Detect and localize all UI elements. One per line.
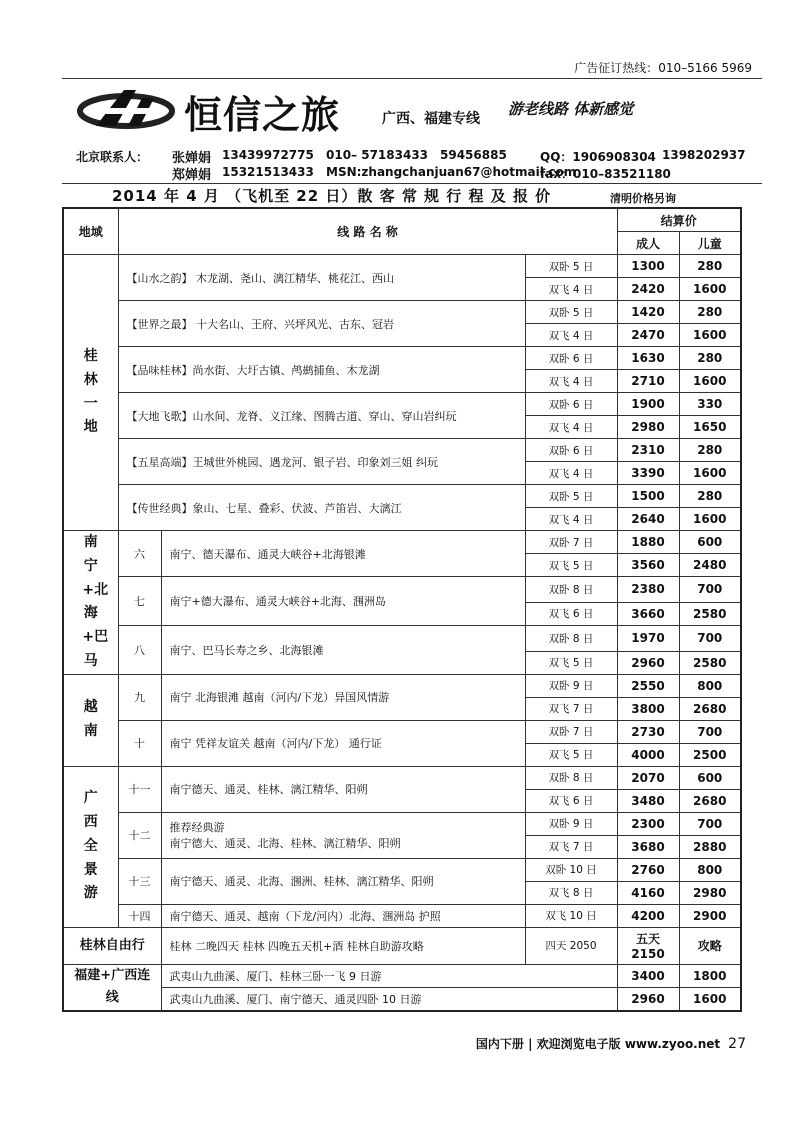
travel-mode: 双卧 9 日 [525, 812, 617, 835]
adult-price: 3660 [617, 602, 679, 625]
page-number: 27 [728, 1036, 746, 1052]
contact-person-2: 郑婵娟 [172, 168, 212, 183]
route-name: 南宁、德天瀑布、通灵大峡谷+北海银滩 [161, 531, 525, 577]
travel-mode: 双飞 10 日 [525, 904, 617, 927]
table-row [63, 301, 741, 324]
adult-price: 1300 [617, 255, 679, 278]
travel-mode: 双卧 5 日 [525, 255, 617, 278]
travel-mode: 双飞 7 日 [525, 697, 617, 720]
travel-mode: 双卧 10 日 [525, 858, 617, 881]
route-name: 【品味桂林】尚水街、大圩古镇、鸬鹚捕鱼、木龙湖 [118, 347, 525, 393]
top-divider [62, 78, 762, 79]
child-price: 1600 [679, 278, 741, 301]
header-region: 地域 [63, 208, 118, 255]
adult-price: 3400 [617, 964, 679, 987]
table-row [63, 393, 741, 416]
child-price: 1650 [679, 416, 741, 439]
region-guangxi [63, 766, 118, 927]
child-price: 700 [679, 625, 741, 651]
travel-mode: 双飞 4 日 [525, 508, 617, 531]
child-price: 2580 [679, 651, 741, 674]
child-price: 280 [679, 485, 741, 508]
child-price: 330 [679, 393, 741, 416]
route-name: 南宁、巴马长寿之乡、北海银滩 [161, 625, 525, 674]
adult-price: 2960 [617, 987, 679, 1011]
adult-price: 1500 [617, 485, 679, 508]
footer [476, 1035, 746, 1052]
table-row [63, 927, 741, 964]
travel-mode: 双飞 4 日 [525, 462, 617, 485]
adult-price: 3480 [617, 789, 679, 812]
travel-mode: 双卧 6 日 [525, 393, 617, 416]
travel-mode: 双飞 8 日 [525, 881, 617, 904]
contact-fax: fax：010–83521180 [540, 167, 671, 181]
child-price: 800 [679, 674, 741, 697]
route-number: 八 [118, 625, 161, 674]
table-row [63, 577, 741, 603]
route-number: 七 [118, 577, 161, 626]
route-number: 十三 [118, 858, 161, 904]
adult-price: 3390 [617, 462, 679, 485]
route-name: 南宁德天、通灵、北海、涠洲、桂林、漓江精华、阳朔 [161, 858, 525, 904]
header-adult: 成人 [617, 232, 679, 255]
brand-name: 恒信之旅 [184, 93, 341, 137]
header-child: 儿童 [679, 232, 741, 255]
child-price: 2880 [679, 835, 741, 858]
region-label: 广西全景游 [83, 790, 98, 902]
travel-mode: 双飞 5 日 [525, 651, 617, 674]
route-name: 南宁 北海银滩 越南（河内/下龙）异国风情游 [161, 674, 525, 720]
travel-mode: 双卧 7 日 [525, 531, 617, 554]
child-price: 1600 [679, 508, 741, 531]
brand-logo-icon [76, 86, 176, 132]
travel-mode: 双飞 5 日 [525, 554, 617, 577]
adult-price: 4000 [617, 743, 679, 766]
region-label: 桂林一地 [83, 347, 98, 436]
child-price: 2900 [679, 904, 741, 927]
travel-mode: 双飞 4 日 [525, 370, 617, 393]
table-row [63, 858, 741, 881]
adult-price: 1420 [617, 301, 679, 324]
adult-price: 4160 [617, 881, 679, 904]
child-price: 600 [679, 766, 741, 789]
child-price: 1600 [679, 324, 741, 347]
travel-mode: 双飞 7 日 [525, 835, 617, 858]
child-price: 2680 [679, 697, 741, 720]
table-row [63, 964, 741, 987]
route-name: 南宁德天、通灵、越南（下龙/河内）北海、涠洲岛 护照 [161, 904, 525, 927]
child-price: 2980 [679, 881, 741, 904]
table-row [63, 674, 741, 697]
adult-price: 3800 [617, 697, 679, 720]
child-price: 600 [679, 531, 741, 554]
travel-mode: 双卧 5 日 [525, 301, 617, 324]
child-price: 700 [679, 720, 741, 743]
route-number: 六 [118, 531, 161, 577]
travel-mode: 双卧 6 日 [525, 347, 617, 370]
adult-price: 五天 2150 [617, 927, 679, 964]
table-row [63, 485, 741, 508]
header-price: 结算价 [617, 208, 741, 232]
travel-mode: 双卧 5 日 [525, 485, 617, 508]
brand-subtitle: 广西、福建专线 [382, 111, 480, 127]
slogan: 游老线路 体新感觉 [508, 100, 634, 118]
footer-text: 国内下册 | 欢迎浏览电子版 www.zyoo.net [475, 1037, 721, 1051]
table-row [63, 531, 741, 554]
table-row [63, 904, 741, 927]
adult-price: 1880 [617, 531, 679, 554]
route-name: 南宁+德大瀑布、通灵大峡谷+北海、涠洲岛 [161, 577, 525, 626]
price-table [62, 207, 742, 1012]
adult-price: 3680 [617, 835, 679, 858]
child-price: 2480 [679, 554, 741, 577]
route-name: 推荐经典游 南宁德大、通灵、北海、桂林、漓江精华、阳朔 [161, 812, 525, 858]
table-row [63, 347, 741, 370]
child-price: 280 [679, 301, 741, 324]
table-row [63, 720, 741, 743]
contact-msn: MSN:zhangchanjuan67@hotmail.com [326, 165, 577, 179]
contact-tel: 010– 57183433 [326, 148, 429, 162]
table-row [63, 766, 741, 789]
adult-price: 2470 [617, 324, 679, 347]
adult-price: 1630 [617, 347, 679, 370]
route-name: 【大地飞歌】山水间、龙脊、义江缘、图腾古道、穿山、穿山岩纠玩 [118, 393, 525, 439]
adult-price: 4200 [617, 904, 679, 927]
adult-price: 3560 [617, 554, 679, 577]
travel-mode: 双飞 4 日 [525, 324, 617, 347]
adult-price: 2300 [617, 812, 679, 835]
route-name: 南宁 凭祥友谊关 越南（河内/下龙） 通行证 [161, 720, 525, 766]
ad-hotline: 广告征订热线：010–5166 5969 [574, 61, 752, 75]
route-name: 【五星高端】王城世外桃园、遇龙河、银子岩、印象刘三姐 纠玩 [118, 439, 525, 485]
route-number: 九 [118, 674, 161, 720]
region-guilin [63, 255, 118, 531]
contact-tel-2: 59456885 [440, 148, 507, 162]
contact-qq-2: 1398202937 [662, 148, 746, 162]
route-name: 武夷山九曲溪、厦门、南宁德天、通灵四卧 10 日游 [161, 987, 617, 1011]
route-name: 武夷山九曲溪、厦门、桂林三卧一飞 9 日游 [161, 964, 617, 987]
adult-price: 2640 [617, 508, 679, 531]
table-row [63, 439, 741, 462]
route-number: 十四 [118, 904, 161, 927]
contact-phone-2: 15321513433 [222, 165, 314, 179]
child-price: 1600 [679, 987, 741, 1011]
region-nanning [63, 531, 118, 675]
region-fujian: 福建+广西连线 [63, 964, 161, 1011]
child-price: 280 [679, 255, 741, 278]
child-price: 280 [679, 347, 741, 370]
child-price: 2500 [679, 743, 741, 766]
adult-price: 1970 [617, 625, 679, 651]
route-name: 南宁德天、通灵、桂林、漓江精华、阳朔 [161, 766, 525, 812]
travel-mode: 双飞 4 日 [525, 278, 617, 301]
table-row [63, 987, 741, 1011]
adult-price: 2980 [617, 416, 679, 439]
title-note: 清明价格另询 [610, 192, 676, 205]
adult-price: 2550 [617, 674, 679, 697]
adult-price: 2710 [617, 370, 679, 393]
contact-label: 北京联系人： [76, 150, 149, 164]
adult-price: 1900 [617, 393, 679, 416]
child-price: 700 [679, 577, 741, 603]
contact-phone-1: 13439972775 [222, 148, 314, 162]
child-price: 2680 [679, 789, 741, 812]
table-row [63, 255, 741, 278]
travel-mode: 双卧 6 日 [525, 439, 617, 462]
adult-price: 2760 [617, 858, 679, 881]
child-price: 2580 [679, 602, 741, 625]
contact-qq: QQ：1906908304 [540, 150, 656, 164]
travel-mode: 双卧 8 日 [525, 577, 617, 603]
travel-mode: 双卧 8 日 [525, 625, 617, 651]
route-name: 桂林 二晚四天 桂林 四晚五天机+酒 桂林自助游攻略 [161, 927, 525, 964]
table-row [63, 812, 741, 835]
adult-price: 2420 [617, 278, 679, 301]
route-number: 十一 [118, 766, 161, 812]
child-price: 280 [679, 439, 741, 462]
adult-price: 2070 [617, 766, 679, 789]
adult-price: 2310 [617, 439, 679, 462]
route-number: 十 [118, 720, 161, 766]
region-label: 越南 [83, 699, 98, 740]
child-price: 1800 [679, 964, 741, 987]
travel-mode: 双飞 6 日 [525, 602, 617, 625]
route-name: 【山水之韵】 木龙湖、尧山、漓江精华、桃花江、西山 [118, 255, 525, 301]
contact-person-1: 张婵娟 [172, 151, 212, 166]
travel-mode: 双飞 6 日 [525, 789, 617, 812]
child-price: 800 [679, 858, 741, 881]
adult-price: 2960 [617, 651, 679, 674]
region-vietnam [63, 674, 118, 766]
header-route: 线 路 名 称 [118, 208, 617, 255]
table-row [63, 625, 741, 651]
adult-price: 2730 [617, 720, 679, 743]
child-price: 攻略 [679, 927, 741, 964]
travel-mode: 双卧 9 日 [525, 674, 617, 697]
region-guilin-free: 桂林自由行 [63, 927, 161, 964]
title-divider [62, 183, 762, 184]
travel-mode: 双卧 8 日 [525, 766, 617, 789]
region-label: 南宁+北海+巴马 [82, 534, 109, 669]
travel-mode: 双飞 4 日 [525, 416, 617, 439]
travel-mode: 双卧 7 日 [525, 720, 617, 743]
travel-mode: 四天 2050 [525, 927, 617, 964]
adult-price: 2380 [617, 577, 679, 603]
travel-mode: 双飞 5 日 [525, 743, 617, 766]
child-price: 1600 [679, 462, 741, 485]
route-name: 【传世经典】象山、七星、叠彩、伏波、芦笛岩、大漓江 [118, 485, 525, 531]
child-price: 1600 [679, 370, 741, 393]
child-price: 700 [679, 812, 741, 835]
page-title: 2014 年 4 月 （飞机至 22 日）散 客 常 规 行 程 及 报 价 [112, 187, 552, 205]
route-name: 【世界之最】 十大名山、王府、兴坪风光、古东、冠岩 [118, 301, 525, 347]
route-number: 十二 [118, 812, 161, 858]
